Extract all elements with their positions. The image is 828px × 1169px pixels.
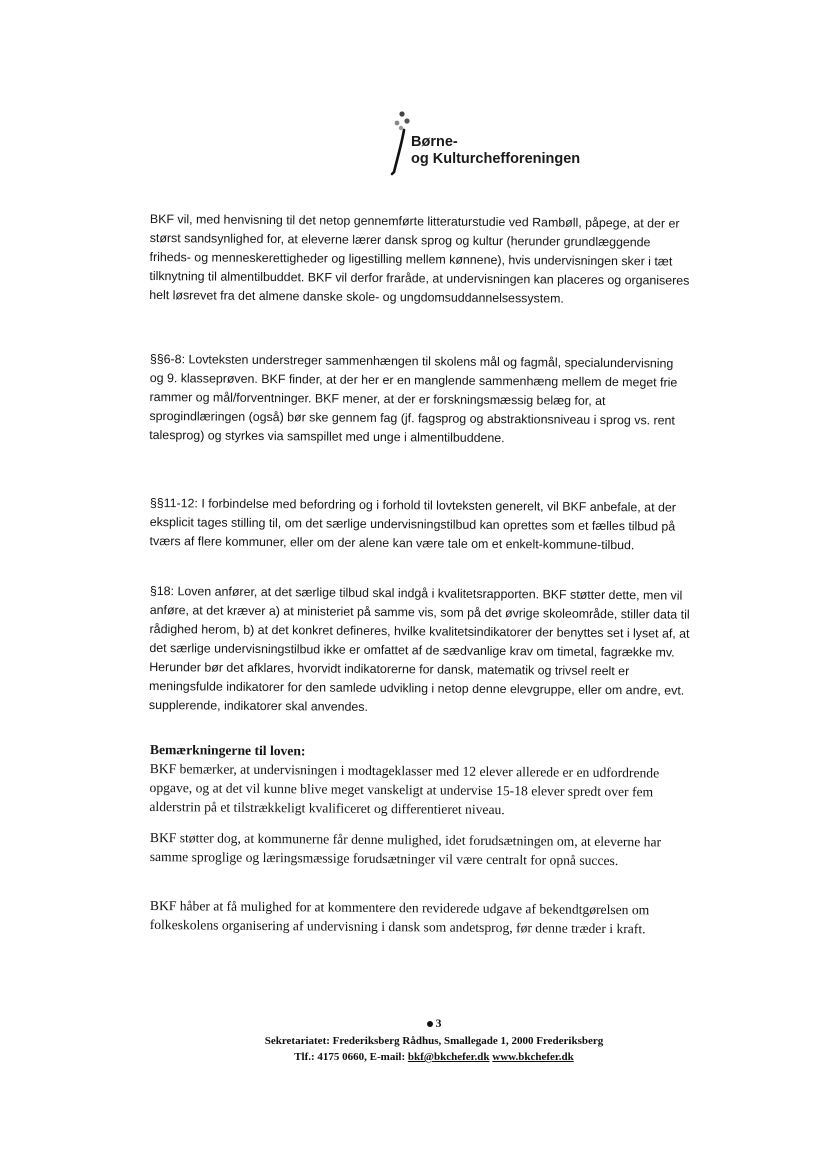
bullet-icon: [427, 1021, 433, 1027]
paragraph-section-6-8: §§6-8: Lovteksten understreger sammenhængen til skolens mål og fagmål, specialundervisning og 9. klasseprøven. BKF finder, at der her er en manglende sammenhæng mellem de meget frie rammer og mål/forventninger. BKF mener, at der er forskningsmæssig belæg for, at sprogindlæringen (også) bør ske gennem fag (jf. fagsprog og abstraktionsniveau i sprog vs. rent talesprog) og styrkes via samspillet med unge i almentilbuddene.: [149, 351, 678, 446]
paragraph-section-11-12: §§11-12: I forbindelse med befordring og i forhold til lovteksten generelt, vil BKF anbefale, at der eksplicit tages stilling til, om det særlige undervisningstilbud kan oprettes som et fælles tilbud på tværs af flere kommuner, eller om der alene kan være tale om et enkelt-kommune-tilbud.: [149, 495, 676, 553]
footer: [20, 1033, 828, 1065]
paragraph-intro: BKF vil, med henvisning til det netop gennemførte litteraturstudie ved Rambøll, påpege, at der er størst sandsynlighed for, at eleverne lærer dansk sprog og kultur (herunder grundlæggende friheds- og menneskerettigheder og ligestilling mellem kønnene), hvis undervisningen sker i tæt tilknytning til almentilbuddet. BKF vil derfor fraråde, at undervisningen kan placeres og organiseres helt løsrevet fra det almene danske skole- og ungdomsuddannelsessystem.: [149, 211, 690, 306]
paragraph-remarks: BKF bemærker, at undervisningen i modtageklasser med 12 elever allerede er en udfordrende opgave, og at det vil kunne blive meget vanskeligt at undervise 15-18 elever spredt over fem alderstrin på et tilstrækkeligt kvalificeret og differentieret niveau.: [149, 760, 660, 818]
org-logo: [388, 108, 648, 188]
page-number-value: 3: [435, 1016, 442, 1030]
page-number: [20, 1016, 828, 1031]
footer-contact: [20, 1049, 828, 1065]
org-name: [411, 134, 580, 168]
footer-address: Sekretariatet: Frederiksberg Rådhus, Smallegade 1, 2000 Frederiksberg: [264, 1035, 604, 1047]
footer-email-link[interactable]: bkf@bkchefer.dk: [407, 1051, 490, 1063]
paragraph-support: BKF støtter dog, at kommunerne får denne mulighed, idet forudsætningen om, at eleverne har samme sproglige og læringsmæssige forudsætninger vil være centralt for opnå succes.: [149, 829, 662, 869]
footer-website-link[interactable]: www.bkchefer.dk: [492, 1051, 574, 1063]
org-name-line2: og Kulturchefforeningen: [411, 151, 581, 167]
remarks-section: [149, 740, 690, 821]
paragraph-closing: BKF håber at få mulighed for at kommentere den reviderede udgave af bekendtgørelsen om folkeskolens organisering af undervisning i dansk som andetsprog, før denne træder i kraft.: [149, 897, 650, 937]
org-name-line1: Børne-: [411, 134, 458, 150]
paragraph-section-18: §18: Loven anfører, at det særlige tilbud skal indgå i kvalitetsrapporten. BKF støtter dette, men vil anføre, at det kræver a) at ministeriet på samme vis, som på det øvrige skoleområde, stiller data til rådighed herom, b) at det konkret defineres, hvilke kvalitetsindikatorer der benyttes set i lyset af, at det særlige undervisningstilbud ikke er omfattet af de sædvanlige krav om timetal, fagrække mv. Herunder bør det afklares, hvorvidt indikatorerne for dansk, matematik og trivsel reelt er meningsfulde indikatorer for den samlede udvikling i netop denne elevgruppe, eller om andre, evt. supplerende, indikatorer skal anvendes.: [148, 583, 690, 714]
remarks-heading: Bemærkningerne til loven:: [149, 741, 306, 759]
footer-phone: Tlf.: 4175 0660, E-mail:: [294, 1051, 406, 1063]
